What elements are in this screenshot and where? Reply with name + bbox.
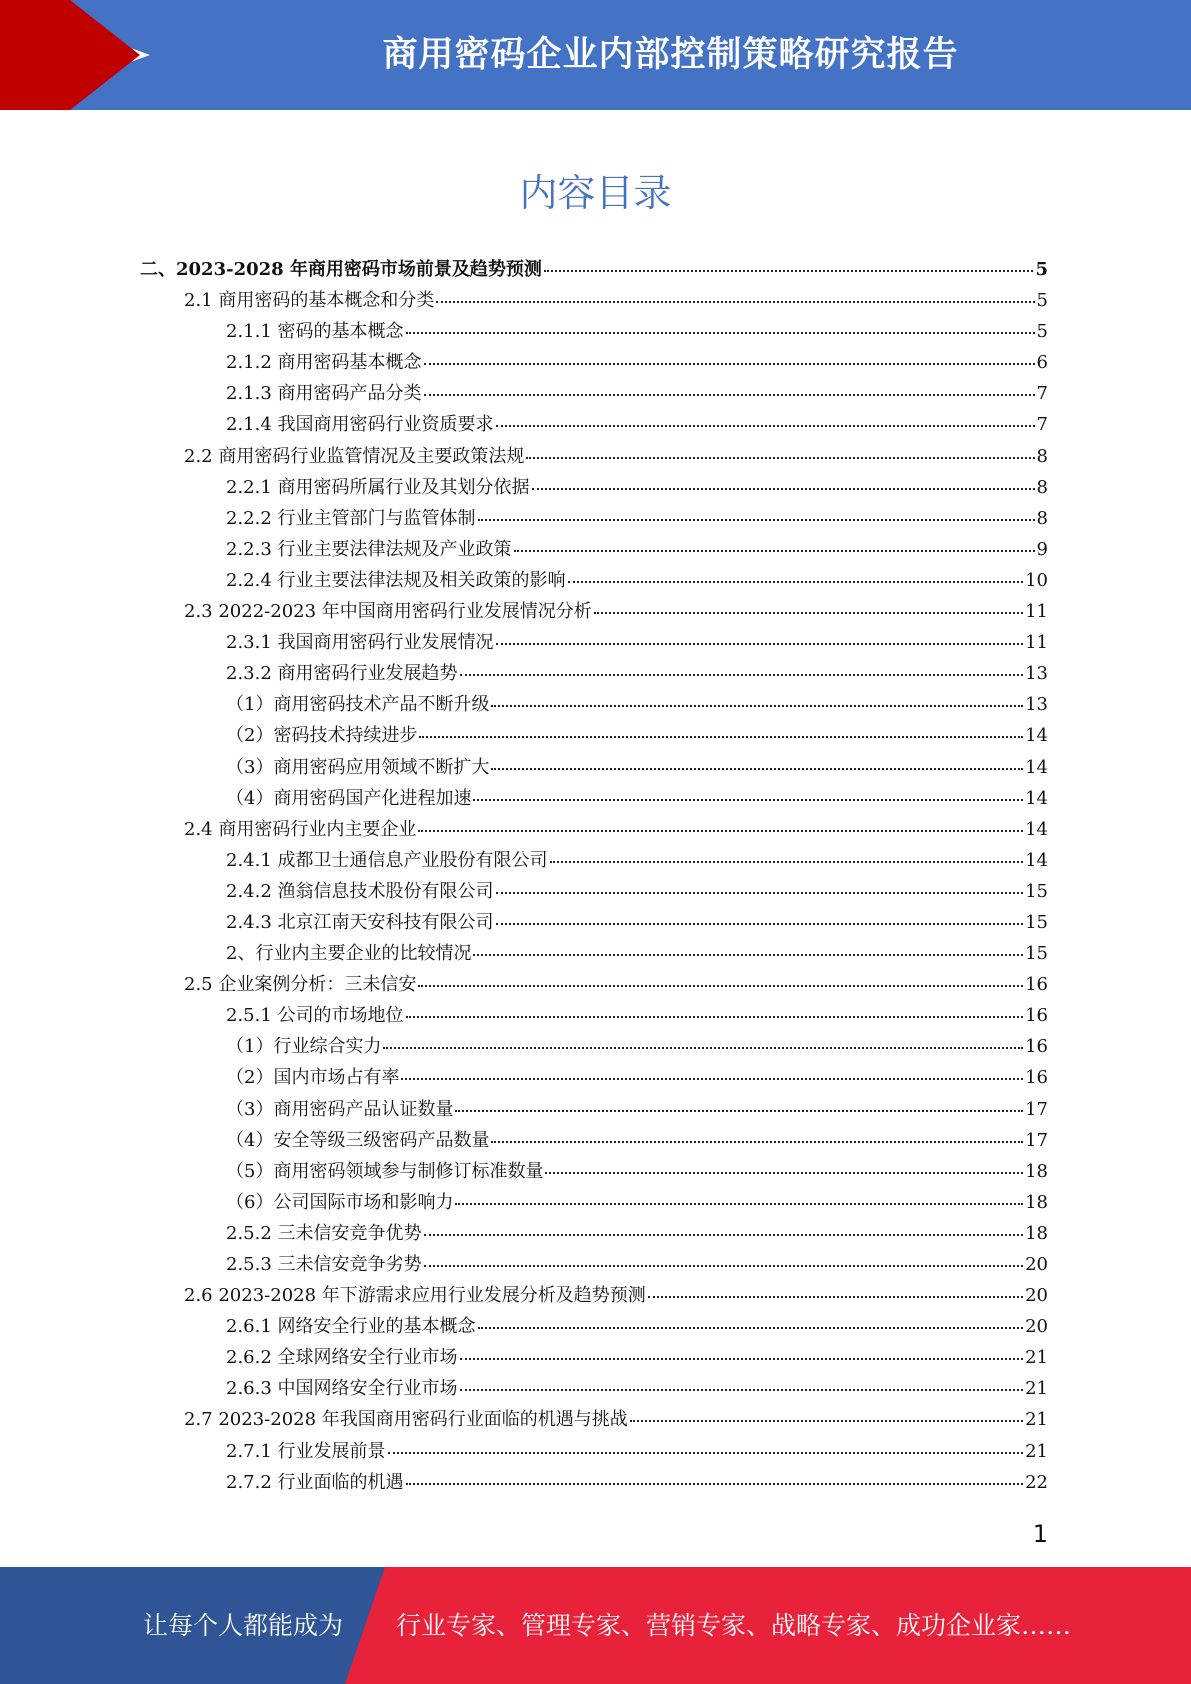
toc-entry-page: 16 [1025, 1005, 1048, 1027]
toc-entry-label: （3）商用密码产品认证数量 [226, 1098, 454, 1120]
toc-entry-page: 14 [1025, 787, 1048, 809]
toc-entry-page: 15 [1025, 911, 1048, 933]
toc-entry-label: 2.5.1 公司的市场地位 [226, 1005, 404, 1027]
toc-entry-page: 8 [1036, 445, 1048, 467]
toc-entry[interactable] [140, 504, 1048, 535]
toc-entry[interactable] [140, 1126, 1048, 1157]
toc-entry-page: 9 [1036, 538, 1048, 560]
toc-dot-leader [514, 550, 1035, 552]
toc-entry[interactable] [140, 970, 1048, 1001]
toc-dot-leader [473, 799, 1023, 801]
toc-entry-page: 17 [1025, 1129, 1048, 1151]
toc-dot-leader [496, 923, 1024, 925]
toc-dot-leader [478, 1327, 1024, 1329]
toc-dot-leader [401, 1078, 1023, 1080]
toc-dot-leader [455, 1203, 1023, 1205]
toc-entry-label: 2.2.1 商用密码所属行业及其划分依据 [226, 476, 530, 498]
toc-dot-leader [568, 581, 1024, 583]
toc-entry-page: 21 [1025, 1440, 1048, 1462]
toc-dot-leader [491, 705, 1023, 707]
toc-dot-leader [424, 1265, 1024, 1267]
toc-entry[interactable] [140, 566, 1048, 597]
toc-dot-leader [424, 363, 1035, 365]
toc-dot-leader [491, 768, 1023, 770]
toc-entry-page: 7 [1036, 414, 1048, 436]
toc-entry[interactable] [140, 753, 1048, 784]
toc-entry-label: （3）商用密码应用领域不断扩大 [226, 756, 490, 778]
toc-dot-leader [550, 861, 1024, 863]
toc-dot-leader [648, 1296, 1023, 1298]
toc-entry[interactable] [140, 1219, 1048, 1250]
toc-entry[interactable] [140, 846, 1048, 877]
toc-entry-label: 2.3 2022-2023 年中国商用密码行业发展情况分析 [184, 601, 592, 623]
footer-blue-slant [345, 1567, 385, 1684]
toc-entry[interactable] [140, 1468, 1048, 1499]
toc-dot-leader [545, 1172, 1023, 1174]
toc-entry-page: 5 [1036, 321, 1048, 343]
toc-entry-page: 11 [1025, 601, 1048, 623]
toc-entry[interactable] [140, 628, 1048, 659]
toc-entry-label: 2.3.1 我国商用密码行业发展情况 [226, 632, 494, 654]
toc-dot-leader [406, 332, 1035, 334]
toc-entry-label: 二、2023-2028 年商用密码市场前景及趋势预测 [140, 259, 542, 280]
toc-dot-leader [388, 1452, 1024, 1454]
toc-entry[interactable] [140, 1281, 1048, 1312]
toc-entry-page: 17 [1025, 1098, 1048, 1120]
toc-entry-page: 8 [1036, 507, 1048, 529]
header-red-arrow-icon [70, 0, 140, 110]
toc-dot-leader [418, 830, 1023, 832]
toc-entry-label: （6）公司国际市场和影响力 [226, 1191, 454, 1213]
toc-dot-leader [496, 425, 1035, 427]
toc-entry-label: （5）商用密码领域参与制修订标准数量 [226, 1160, 544, 1182]
toc-entry-label: 2.2.4 行业主要法律法规及相关政策的影响 [226, 569, 566, 591]
toc-entry-label: 2.4 商用密码行业内主要企业 [184, 818, 417, 840]
toc-entry-page: 8 [1036, 476, 1048, 498]
toc-dot-leader [460, 1358, 1024, 1360]
toc-entry-label: 2.4.1 成都卫士通信息产业股份有限公司 [226, 849, 548, 871]
toc-entry-page: 11 [1025, 632, 1048, 654]
toc-entry-page: 21 [1025, 1347, 1048, 1369]
toc-dot-leader [526, 457, 1034, 459]
toc-entry-page: 14 [1025, 725, 1048, 747]
toc-entry-label: （1）行业综合实力 [226, 1036, 382, 1058]
toc-dot-leader [460, 1389, 1024, 1391]
toc-entry-label: （4）安全等级三级密码产品数量 [226, 1129, 490, 1151]
footer-slogan-left: 让每个人都能成为 [143, 1611, 344, 1640]
toc-entry[interactable] [140, 286, 1048, 317]
report-title: 商用密码企业内部控制策略研究报告 [382, 35, 959, 75]
toc-entry-label: （4）商用密码国产化进程加速 [226, 787, 472, 809]
toc-entry[interactable] [140, 597, 1048, 628]
toc-entry-label: 2.7 2023-2028 年我国商用密码行业面临的机遇与挑战 [184, 1409, 628, 1431]
header-red-block [0, 0, 70, 110]
toc-entry[interactable] [140, 255, 1048, 286]
toc-entry-label: （1）商用密码技术产品不断升级 [226, 694, 490, 716]
toc-dot-leader [424, 1234, 1024, 1236]
toc-entry[interactable] [140, 1250, 1048, 1281]
toc-entry[interactable] [140, 442, 1048, 473]
toc-entry[interactable] [140, 784, 1048, 815]
toc-entry-page: 15 [1025, 880, 1048, 902]
toc-entry-page: 16 [1025, 1036, 1048, 1058]
toc-entry-label: 2.6.2 全球网络安全行业市场 [226, 1347, 458, 1369]
toc-entry-page: 6 [1036, 352, 1048, 374]
toc-entry-label: 2.1.2 商用密码基本概念 [226, 352, 422, 374]
toc-entry-page: 14 [1025, 818, 1048, 840]
toc-entry[interactable] [140, 815, 1048, 846]
toc-dot-leader [544, 270, 1034, 272]
page-number: 1 [1032, 1520, 1048, 1548]
toc-entry[interactable] [140, 348, 1048, 379]
toc-entry-label: 2.1.4 我国商用密码行业资质要求 [226, 414, 494, 436]
toc-entry-page: 7 [1036, 383, 1048, 405]
toc-entry-label: 2.4.3 北京江南天安科技有限公司 [226, 911, 494, 933]
toc-entry-label: （2）密码技术持续进步 [226, 725, 418, 747]
toc-entry-label: 2.1.3 商用密码产品分类 [226, 383, 422, 405]
toc-entry[interactable] [140, 1157, 1048, 1188]
toc-entry-label: 2.2.3 行业主要法律法规及产业政策 [226, 538, 512, 560]
toc-entry-page: 20 [1025, 1254, 1048, 1275]
toc-dot-leader [436, 301, 1034, 303]
toc-entry-page: 13 [1025, 694, 1048, 716]
toc-entry[interactable] [140, 317, 1048, 348]
toc-entry-label: 2.1.1 密码的基本概念 [226, 321, 404, 343]
toc-entry-label: 2.6.3 中国网络安全行业市场 [226, 1378, 458, 1400]
toc-entry-page: 16 [1025, 1067, 1048, 1089]
toc-entry[interactable] [140, 721, 1048, 752]
toc-entry[interactable] [140, 877, 1048, 908]
toc-entry-label: 2.4.2 渔翁信息技术股份有限公司 [226, 880, 494, 902]
toc-dot-leader [532, 488, 1035, 490]
toc-dot-leader [496, 892, 1024, 894]
footer-slogan-right: 行业专家、管理专家、营销专家、战略专家、成功企业家…… [396, 1611, 1072, 1640]
toc-entry-page: 18 [1025, 1160, 1048, 1182]
toc-entry-page: 14 [1025, 849, 1048, 871]
toc-entry[interactable] [140, 1188, 1048, 1219]
toc-entry-label: 2、行业内主要企业的比较情况 [226, 943, 472, 965]
table-of-contents [140, 255, 1048, 1499]
toc-entry[interactable] [140, 379, 1048, 410]
toc-entry[interactable] [140, 1437, 1048, 1468]
toc-entry[interactable] [140, 1032, 1048, 1063]
toc-dot-leader [594, 612, 1023, 614]
toc-entry[interactable] [140, 908, 1048, 939]
toc-entry-label: 2.7.1 行业发展前景 [226, 1440, 386, 1462]
toc-entry[interactable] [140, 1374, 1048, 1405]
toc-entry-label: （2）国内市场占有率 [226, 1067, 400, 1089]
toc-entry-page: 18 [1025, 1191, 1048, 1213]
header-banner [0, 0, 1191, 110]
toc-dot-leader [406, 1483, 1024, 1485]
toc-entry-page: 15 [1025, 943, 1048, 965]
toc-entry[interactable] [140, 410, 1048, 441]
toc-dot-leader [418, 985, 1023, 987]
footer-banner [0, 1567, 1191, 1684]
toc-entry-label: 2.3.2 商用密码行业发展趋势 [226, 663, 458, 685]
toc-entry-label: 2.2 商用密码行业监管情况及主要政策法规 [184, 445, 525, 467]
toc-entry-page: 18 [1025, 1222, 1048, 1244]
toc-dot-leader [630, 1420, 1023, 1422]
toc-dot-leader [473, 954, 1023, 956]
toc-entry[interactable] [140, 1312, 1048, 1343]
toc-entry-label: 2.6.1 网络安全行业的基本概念 [226, 1316, 476, 1338]
toc-dot-leader [460, 674, 1024, 676]
toc-dot-leader [478, 519, 1035, 521]
toc-entry[interactable] [140, 1063, 1048, 1094]
toc-entry[interactable] [140, 690, 1048, 721]
toc-dot-leader [406, 1016, 1024, 1018]
toc-entry-page: 5 [1035, 259, 1048, 280]
toc-entry[interactable] [140, 1001, 1048, 1032]
toc-entry-page: 21 [1025, 1409, 1048, 1431]
toc-dot-leader [496, 643, 1024, 645]
toc-entry-page: 21 [1025, 1378, 1048, 1400]
toc-entry-page: 20 [1025, 1316, 1048, 1338]
toc-entry-label: 2.7.2 行业面临的机遇 [226, 1471, 404, 1493]
toc-dot-leader [424, 394, 1035, 396]
toc-entry[interactable] [140, 1405, 1048, 1436]
toc-dot-leader [383, 1047, 1023, 1049]
toc-entry-page: 10 [1025, 569, 1048, 591]
toc-entry-label: 2.5 企业案例分析：三未信安 [184, 974, 417, 996]
toc-entry-page: 20 [1025, 1285, 1048, 1307]
toc-entry-page: 16 [1025, 974, 1048, 996]
toc-entry[interactable] [140, 535, 1048, 566]
toc-entry-page: 13 [1025, 663, 1048, 685]
toc-entry[interactable] [140, 939, 1048, 970]
toc-entry-label: 2.5.2 三未信安竞争优势 [226, 1222, 422, 1244]
toc-dot-leader [419, 736, 1023, 738]
toc-dot-leader [455, 1110, 1023, 1112]
toc-entry[interactable] [140, 473, 1048, 504]
toc-entry-label: 2.5.3 三未信安竞争劣势 [226, 1254, 422, 1275]
toc-entry-label: 2.1 商用密码的基本概念和分类 [184, 290, 435, 312]
toc-entry[interactable] [140, 1343, 1048, 1374]
toc-entry[interactable] [140, 1095, 1048, 1126]
toc-entry-page: 5 [1036, 290, 1048, 312]
toc-heading: 内容目录 [519, 171, 672, 215]
toc-entry-page: 14 [1025, 756, 1048, 778]
toc-entry-page: 22 [1025, 1471, 1048, 1493]
toc-dot-leader [491, 1141, 1023, 1143]
toc-entry-label: 2.6 2023-2028 年下游需求应用行业发展分析及趋势预测 [184, 1285, 646, 1307]
toc-entry[interactable] [140, 659, 1048, 690]
toc-entry-label: 2.2.2 行业主管部门与监管体制 [226, 507, 476, 529]
